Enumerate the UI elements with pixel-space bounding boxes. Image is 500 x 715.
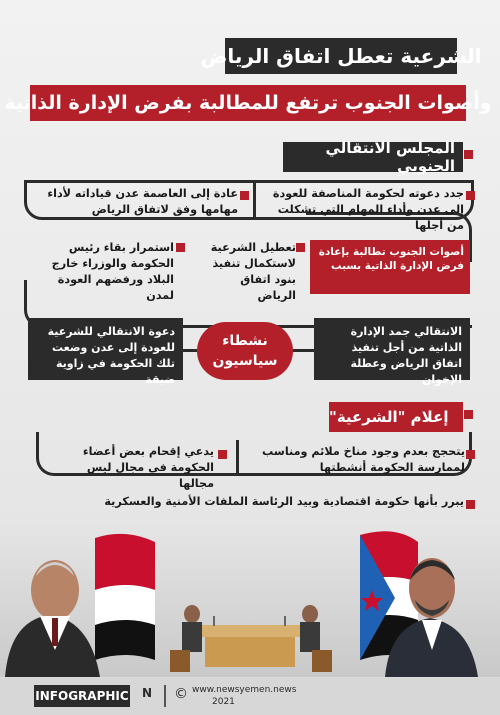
section-heading-legitimacy-media: إعلام "الشرعية" — [329, 402, 463, 432]
connector-pill-right — [293, 349, 314, 352]
connector-divider — [253, 180, 256, 220]
title-line-2: وأصوات الجنوب ترتفع للمطالبة بفرض الإدارة الذاتية — [30, 85, 466, 121]
heading-marker — [464, 410, 473, 419]
stc-froze-self-admin-box: الانتقالي جمد الإدارة الذاتية من أجل تنفيذ اتفاق الرياض وعطلة الإخوان — [314, 318, 470, 380]
heading-marker — [464, 150, 473, 159]
stc-renewed-call: جدد دعوته لحكومة المناصفة للعودة إلى عدن وأداء المهام التي تشكلت من أجلها — [272, 187, 464, 232]
south-voices-box: أصوات الجنوب تطالبة بإعادة فرض الإدارة الذاتية بسبب — [310, 240, 470, 294]
bullet-icon — [466, 500, 475, 509]
media-claim-climate: يتحجج بعدم وجود مناخ ملائم ومناسب لممارسة الحكومة أنشطتها — [261, 445, 465, 474]
pill-line-2: سياسيون — [212, 353, 278, 369]
bullet-icon — [466, 450, 475, 459]
bullet-icon — [176, 243, 185, 252]
site-url[interactable]: www.newsyemen.news — [192, 685, 297, 695]
leaders-photo — [0, 520, 500, 677]
bullet-icon — [240, 191, 249, 200]
gov-abroad: استمرار بقاء رئيس الحكومة والوزراء خارج البلاد ورفضهم العودة لمدن — [51, 241, 174, 302]
activists-badge — [197, 322, 293, 380]
yemen-flag-icon — [95, 534, 155, 660]
footer-divider — [164, 685, 166, 707]
media-claim-members: يدعي إقحام بعض أعضاء الحكومة في مجال ليس مجالها — [82, 445, 214, 490]
stc-call-box: دعوة الانتقالي للشرعية للعودة إلى عدن وضعت تلك الحكومة في زاوية ضيقة — [28, 318, 183, 380]
year: 2021 — [212, 697, 235, 707]
stc-return-leaders: عادة إلى العاصمة عدن قياداته لأداء مهامها وفق لاتفاق الرياض — [47, 187, 238, 216]
infographic-tag: INFOGRAPHIC — [34, 685, 130, 707]
title-line-1: الشرعية تعطل اتفاق الرياض — [225, 38, 457, 74]
copyright-icon: © — [174, 686, 188, 702]
connector-media-divider — [236, 440, 239, 476]
connector-pill-left — [183, 349, 197, 352]
legitimacy-disruption: تعطيل الشرعية لاستكمال تنفيذ بنود اتفاق الرياض — [210, 241, 296, 302]
bullet-icon — [466, 191, 475, 200]
bullet-icon — [218, 450, 227, 459]
footer — [0, 678, 500, 715]
media-claim-economic: يبرر بأنها حكومة اقتصادية وبيد الرئاسة الملفات الأمنية والعسكرية — [104, 495, 464, 508]
pill-line-1: نشطاء — [222, 333, 268, 349]
bullet-icon — [296, 243, 305, 252]
section-heading-stc: المجلس الانتقالي الجنوبي — [283, 142, 463, 172]
news-yemen-logo-icon: N — [142, 686, 153, 700]
